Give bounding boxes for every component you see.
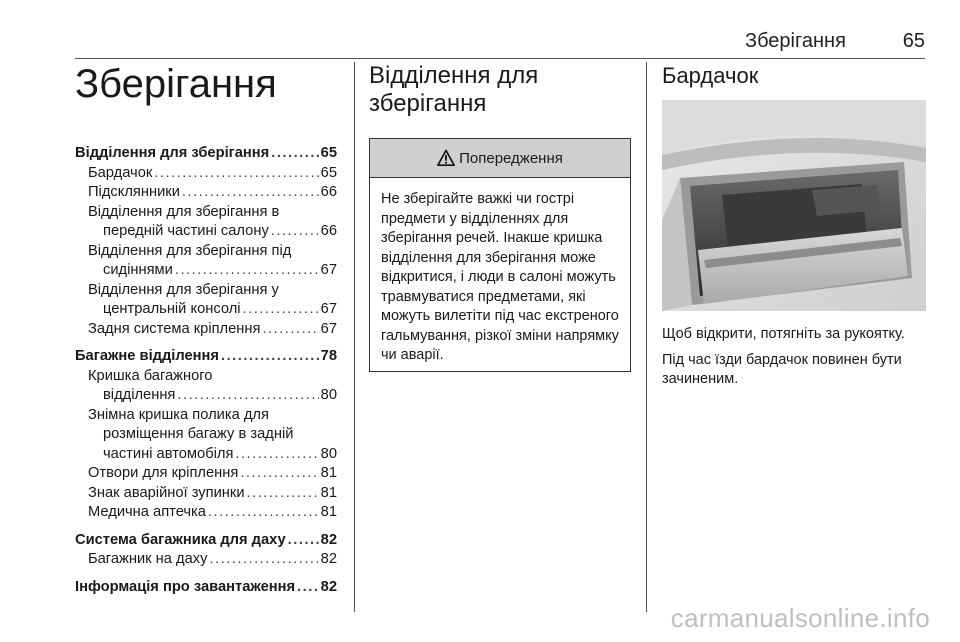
toc-entry-text: Задня система кріплення <box>88 320 261 337</box>
toc-entry[interactable] <box>75 406 337 426</box>
toc-leader-dots <box>243 300 319 320</box>
toc-entry-page: 65 <box>320 145 337 161</box>
toc-entry-page: 81 <box>320 484 337 501</box>
toc-entry-page: 80 <box>320 445 337 462</box>
toc-entry[interactable] <box>75 222 337 242</box>
glovebox-paragraph-1: Щоб відкрити, потягніть за рукоятку. <box>662 326 905 342</box>
glovebox-paragraph-2: Під час їзди бардачок повинен бути зачиненим. <box>662 351 902 387</box>
toc-entry-page: 78 <box>320 348 337 364</box>
toc-leader-dots <box>262 320 318 340</box>
toc-entry[interactable] <box>75 445 337 465</box>
watermark: carmanualsonline.info <box>670 603 930 633</box>
toc-leader-dots <box>271 144 318 164</box>
table-of-contents <box>75 144 337 597</box>
running-head-title: Зберігання <box>745 30 846 52</box>
section-title <box>369 62 538 118</box>
toc-entry-page: 67 <box>320 320 337 337</box>
toc-entry-page: 66 <box>320 184 337 200</box>
toc-entry-text: Відділення для зберігання під <box>88 242 292 259</box>
toc-entry-text: Відділення для зберігання в <box>88 203 280 220</box>
toc-entry[interactable] <box>75 367 337 387</box>
toc-entry-text: Кришка багажного <box>88 367 213 384</box>
toc-entry-text: Знак аварійної зупинки <box>88 484 245 501</box>
toc-entry[interactable] <box>75 464 337 484</box>
toc-entry-text: Підсклянники <box>88 184 180 200</box>
toc-entry-text: Відділення для зберігання <box>75 145 270 161</box>
toc-entry[interactable] <box>75 203 337 223</box>
toc-entry-text: Медична аптечка <box>88 504 206 520</box>
toc-entry[interactable] <box>75 503 337 523</box>
toc-entry[interactable] <box>75 261 337 281</box>
toc-entry-text: Отвори для кріплення <box>88 465 239 481</box>
toc-entry-page: 65 <box>320 164 337 181</box>
toc-entry[interactable] <box>75 347 337 367</box>
toc-entry[interactable] <box>75 320 337 340</box>
toc-entry-text: розміщення багажу в задній <box>103 426 294 442</box>
toc-leader-dots <box>154 164 318 184</box>
toc-entry-text: Інформація про завантаження <box>75 578 296 595</box>
toc-entry-page: 67 <box>320 301 337 317</box>
toc-entry-page: 67 <box>320 262 337 278</box>
toc-entry-text: центральній консолі <box>103 301 241 317</box>
warning-triangle-icon <box>437 149 455 167</box>
warning-header <box>370 139 630 178</box>
toc-entry-text: Відділення для зберігання у <box>88 281 279 298</box>
column-divider-1 <box>354 62 355 612</box>
toc-entry[interactable] <box>75 550 337 570</box>
toc-entry[interactable] <box>75 425 337 445</box>
toc-entry-text: Бардачок <box>88 164 153 181</box>
toc-entry-text: Багажне відділення <box>75 348 219 364</box>
section-title-line-2: зберігання <box>369 90 487 117</box>
toc-entry[interactable] <box>75 531 337 551</box>
toc-entry-page: 81 <box>320 504 337 520</box>
header-rule <box>75 58 925 59</box>
toc-entry-page: 82 <box>320 531 337 548</box>
toc-entry-text: Система багажника для даху <box>75 531 286 548</box>
toc-leader-dots <box>288 531 319 551</box>
toc-entry[interactable] <box>75 484 337 504</box>
toc-leader-dots <box>182 183 319 203</box>
toc-entry[interactable] <box>75 242 337 262</box>
warning-box <box>369 138 631 372</box>
toc-leader-dots <box>297 578 319 598</box>
toc-entry-text: сидіннями <box>103 262 173 278</box>
running-head-page-number: 65 <box>902 30 925 52</box>
column-divider-2 <box>646 62 647 612</box>
warning-label: Попередження <box>459 149 563 167</box>
glovebox-title: Бардачок <box>662 63 759 88</box>
toc-leader-dots <box>240 464 318 484</box>
toc-leader-dots <box>177 386 318 406</box>
toc-entry-page: 66 <box>320 223 337 239</box>
section-title-line-1: Відділення для <box>369 62 539 89</box>
toc-entry[interactable] <box>75 281 337 301</box>
toc-entry-page: 82 <box>320 551 337 567</box>
toc-entry-text: відділення <box>103 387 176 403</box>
toc-entry[interactable] <box>75 386 337 406</box>
toc-entry[interactable] <box>75 300 337 320</box>
toc-leader-dots <box>247 484 319 504</box>
toc-entry[interactable] <box>75 164 337 184</box>
toc-entry[interactable] <box>75 144 337 164</box>
toc-entry-text: Багажник на даху <box>88 551 208 567</box>
toc-entry-page: 82 <box>320 578 337 595</box>
toc-leader-dots <box>208 503 319 523</box>
toc-leader-dots <box>271 222 319 242</box>
toc-entry-page: 81 <box>320 465 337 481</box>
toc-entry-text: частині автомобіля <box>103 445 234 462</box>
toc-entry-text: передній частині салону <box>103 223 269 239</box>
chapter-title: Зберігання <box>75 62 277 106</box>
glovebox-photo <box>662 100 926 311</box>
toc-entry[interactable] <box>75 183 337 203</box>
toc-entry-page: 80 <box>320 387 337 403</box>
toc-entry[interactable] <box>75 578 337 598</box>
toc-leader-dots <box>235 445 318 465</box>
warning-text: Не зберігайте важкі чи гострі предмети у відділеннях для зберігання речей. Інакше кришка відділення для зберігання може відкритися, і люди в салоні можуть травмуватися предметами, які можуть вилетіти під час екстреного гальмування, різкої зміни напрямку чи аварії. <box>381 191 619 363</box>
toc-leader-dots <box>209 550 318 570</box>
glovebox-text <box>662 325 932 396</box>
toc-leader-dots <box>175 261 319 281</box>
toc-leader-dots <box>221 347 319 367</box>
toc-entry-text: Знімна кришка полика для <box>88 406 269 423</box>
